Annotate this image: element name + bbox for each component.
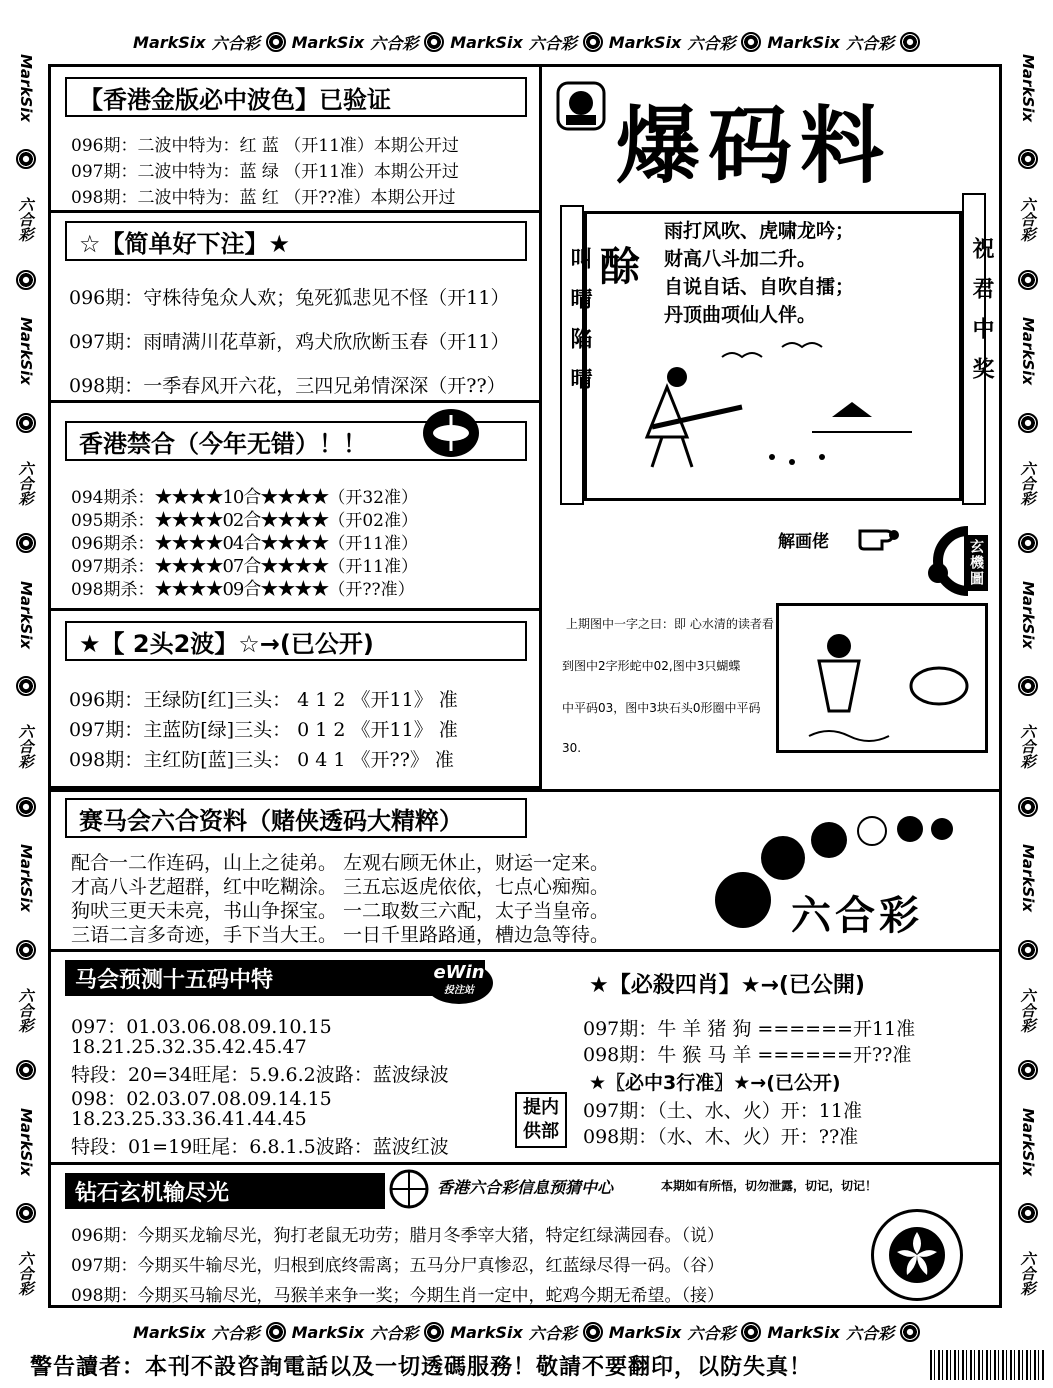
brand-text: MarkSix (767, 1322, 840, 1342)
list-item: 097：01.03.06.08.09.10.15 (71, 1016, 332, 1038)
list-item: 098期：（水、木、火）开：??准 (583, 1126, 859, 1148)
list-item: 098期：二波中特为：蓝 红 （开??准）本期公开过 (71, 188, 456, 208)
brand-text: MarkSix (767, 32, 840, 52)
brand-cn-text: 六合彩 (16, 197, 35, 243)
brand-cn-text: 六合彩 (1018, 460, 1037, 506)
section-two-heads (51, 611, 539, 789)
list-item: 特段：20=34旺尾：5.9.6.2波路：蓝波绿波 (71, 1064, 449, 1086)
brand-text: MarkSix (1019, 844, 1037, 913)
flower-icon (266, 32, 286, 52)
logo-dot (715, 872, 771, 928)
poem-line: 自说自话、自吹自擂； (664, 276, 855, 298)
row-label: 097期杀： (71, 557, 155, 577)
flower-icon (266, 1322, 286, 1342)
brand-text: MarkSix (291, 1322, 365, 1342)
flower-icon (583, 1322, 603, 1342)
row-stars: ★★★★09合★★★★ (154, 579, 329, 600)
section-must-kill (503, 952, 999, 1162)
row-stars: ★★★★10合★★★★ (154, 487, 329, 508)
row-result: （开11准） (328, 557, 418, 577)
right-column-text: 祝君中奖 (969, 237, 994, 397)
hint-line: 到图中2字形蛇中02,图中3只蝴蝶 (562, 659, 741, 673)
flower-icon (1018, 149, 1038, 169)
section-diamond (51, 1165, 999, 1305)
section-header: 钻石玄机输尽光 (65, 1173, 385, 1209)
section-fifteen-codes (51, 952, 501, 1162)
row-label: 098期杀： (71, 580, 155, 600)
list-item: 18.23.25.33.36.41.44.45 (71, 1108, 307, 1130)
list-item: 096期：二波中特为：红 蓝 （开11准）本期公开过 (71, 136, 459, 156)
official-seal (871, 1209, 963, 1301)
mystic-label: 玄機圖 (964, 535, 988, 591)
center-name: 香港六合彩信息预猜中心 (437, 1178, 614, 1197)
hint-illustration (779, 606, 985, 750)
internal-badge: 提内供部 (515, 1092, 567, 1148)
flower-icon (741, 1322, 761, 1342)
brand-text: MarkSix (17, 53, 35, 122)
poem-line: 丹顶曲项仙人伴。 (664, 304, 817, 326)
brand-text: MarkSix (450, 32, 523, 52)
flower-icon (16, 533, 36, 553)
brand-text: MarkSix (291, 32, 365, 52)
brand-cn-text: 六合彩 (1018, 1251, 1037, 1296)
poem (664, 217, 854, 329)
section-burst-code (542, 67, 999, 789)
flower-icon (16, 149, 36, 169)
explain-label: 解画佬 (778, 532, 829, 552)
brand-cn-text: 六合彩 (16, 460, 35, 506)
logo-dot (931, 818, 953, 840)
brand-text: MarkSix (133, 32, 206, 52)
mystic-compass-icon (387, 1167, 431, 1211)
hint-line: 30. (562, 741, 582, 755)
brand-cn-text: 六合彩 (16, 724, 35, 770)
list-item: 097期：（土、水、火）开：11准 (583, 1100, 862, 1122)
row-label: 095期杀： (71, 511, 155, 531)
row-stars: ★★★★07合★★★★ (154, 556, 329, 577)
brand-cn-text: 六合彩 (528, 1323, 577, 1343)
section-header: 赛马会六合资料（赌侠透码大精粹） (65, 798, 527, 838)
flower-icon (424, 1322, 444, 1342)
flower-icon (1018, 270, 1038, 290)
brand-cn-text: 六合彩 (1018, 197, 1037, 243)
flower-icon (16, 940, 36, 960)
list-item: 098：02.03.07.08.09.14.15 (71, 1088, 332, 1110)
list-item: 098期：一季春风开六花，三四兄弟情深深（开??） (69, 375, 506, 397)
section-header: 香港禁合（今年无错）！！ (65, 421, 527, 461)
list-item: 才高八斗艺超群，红中吃糊涂。 三五忘返虎依依，七点心痴痴。 (71, 876, 610, 898)
list-item: 096期：王绿防[红]三头： 4 1 2 《开11》 准 (69, 689, 458, 711)
riddle-illustration (622, 337, 942, 487)
list-item (71, 575, 415, 601)
brand-cn-text: 六合彩 (16, 987, 35, 1033)
brand-text: MarkSix (1019, 580, 1037, 649)
flower-icon (1018, 940, 1038, 960)
section-forbidden (51, 403, 539, 611)
list-item: 097期：主蓝防[绿]三头： 0 1 2 《开11》 准 (69, 719, 458, 741)
row-result: （开11准） (328, 534, 418, 554)
brand-text: MarkSix (133, 1322, 206, 1342)
row-stars: ★★★★02合★★★★ (154, 510, 329, 531)
brand-cn-text: 六合彩 (687, 33, 736, 53)
bottom-brand-strip (0, 1312, 1053, 1352)
brand-text: MarkSix (1019, 53, 1037, 122)
list-item: 097期：今期买牛输尽光，归根到底终需离；五马分尸真惨忍，红蓝绿尽得一码。（谷） (71, 1256, 724, 1276)
section-header: ☆【简单好下注】★ (65, 221, 527, 261)
list-item: 097期：牛 羊 猪 狗 ======开11准 (583, 1018, 916, 1040)
list-item: 096期：守株待兔众人欢；兔死狐悲见不怪（开11） (69, 287, 510, 309)
list-item: 18.21.25.32.35.42.45.47 (71, 1036, 307, 1058)
brand-cn-text: 六合彩 (687, 1323, 736, 1343)
brand-cn-text: 六合彩 (211, 33, 260, 53)
riddle-char: 酴 (600, 243, 640, 290)
brand-text: MarkSix (17, 580, 35, 649)
list-item: 098期：今期买马输尽光，马猴羊来争一奖；今期生肖一定中，蛇鸡今期无希望。（接） (71, 1286, 724, 1306)
list-item: 三语二言多奇迹，手下当大王。 一日千里路路通，槽边急等待。 (71, 924, 610, 946)
brand-text: MarkSix (17, 844, 35, 913)
flower-icon (900, 1322, 920, 1342)
left-brand-strip (8, 40, 44, 1310)
pointing-hand-icon (858, 519, 904, 553)
brand-cn-text: 六合彩 (845, 33, 894, 53)
brand-cn-text: 六合彩 (1018, 724, 1037, 770)
section-easy-bet (51, 213, 539, 403)
brand-cn-text: 六合彩 (211, 1323, 260, 1343)
top-brand-strip (0, 22, 1053, 62)
flower-icon (16, 270, 36, 290)
list-item: 配合一二作连码，山上之徒弟。 左观右顾无休止，财运一定来。 (71, 852, 610, 874)
barcode (930, 1350, 1045, 1380)
brand-text: MarkSix (608, 32, 682, 52)
list-item: 狗吠三更天未亮，书山争探宝。 一二取数三六配，太子当皇帝。 (71, 900, 610, 922)
logo-dot (857, 816, 887, 846)
ewin-subtext: 投注站 (444, 985, 474, 996)
ewin-text: eWin (433, 962, 485, 983)
brand-text: MarkSix (608, 1322, 682, 1342)
left-column-text: 叫晴陷晴 (567, 247, 592, 407)
flower-icon (1018, 1203, 1038, 1223)
row-stars: ★★★★04合★★★★ (154, 533, 329, 554)
row-result: （开32准） (328, 488, 418, 508)
flower-icon (424, 32, 444, 52)
flower-icon (16, 1203, 36, 1223)
brand-text: MarkSix (450, 1322, 523, 1342)
brand-text: MarkSix (1019, 317, 1037, 386)
brand-text: MarkSix (17, 1107, 35, 1176)
page-title: 爆码料 (616, 97, 893, 195)
list-item: 特段：01=19旺尾：6.8.1.5波路：蓝波红波 (71, 1136, 449, 1158)
mascot-icon (556, 81, 606, 131)
flower-icon (16, 413, 36, 433)
flower-icon (900, 32, 920, 52)
logo-text: 六合彩 (791, 892, 923, 939)
hint-line: 上期图中一字之曰：即 心水清的读者看 (566, 617, 774, 631)
section-header: ★【 2头2波】☆→(已公开) (65, 621, 527, 661)
brand-cn-text: 六合彩 (16, 1251, 35, 1296)
flower-icon (1018, 533, 1038, 553)
list-item: 096期：今期买龙输尽光，狗打老鼠无功劳；腊月冬季宰大猪，特定红绿满园春。（说） (71, 1226, 724, 1246)
brand-cn-text: 六合彩 (845, 1323, 894, 1343)
logo-dot (761, 836, 805, 880)
row-result: （开02准） (328, 511, 418, 531)
brand-cn-text: 六合彩 (528, 33, 577, 53)
section-jockey-club (51, 792, 999, 952)
main-panel (48, 64, 1002, 1308)
hint-illustration-frame (776, 603, 988, 753)
brand-text: MarkSix (1019, 1107, 1037, 1176)
brand-cn-text: 六合彩 (370, 1323, 419, 1343)
logo-dot (811, 822, 847, 858)
hint-line: 中平码03，图中3块石头0形圈中平码 (562, 701, 761, 715)
brand-cn-text: 六合彩 (370, 33, 419, 53)
warning-text: 警告讀者：本刊不設咨詢電話以及一切透碼服務！敬請不要翻印，以防失真！ (30, 1355, 813, 1380)
section-header: 【香港金版必中波色】已验证 (65, 77, 527, 117)
right-brand-strip (1010, 40, 1046, 1310)
flower-icon (583, 32, 603, 52)
bauhinia-icon (874, 1212, 960, 1298)
lucky-icon (421, 407, 481, 459)
ewin-logo (425, 962, 493, 1004)
row-label: 094期杀： (71, 488, 155, 508)
row-result: （开??准） (328, 580, 415, 600)
flower-icon (1018, 413, 1038, 433)
brand-cn-text: 六合彩 (1018, 987, 1037, 1033)
list-item: 097期：二波中特为：蓝 绿 （开11准）本期公开过 (71, 162, 459, 182)
section-header: ★【必殺四肖】★→(已公開) (589, 973, 865, 998)
flower-icon (16, 676, 36, 696)
list-item: 098期：主红防[蓝]三头： 0 4 1 《开??》 准 (69, 749, 454, 771)
section-header: 马会预测十五码中特 (65, 960, 485, 996)
row-label: 096期杀： (71, 534, 155, 554)
section-wave-color (51, 67, 539, 213)
poem-line: 财高八斗加二升。 (664, 248, 817, 270)
list-item: 098期：牛 猴 马 羊 ======开??准 (583, 1044, 912, 1066)
flower-icon (1018, 1060, 1038, 1080)
flower-icon (16, 797, 36, 817)
poem-line: 雨打风吹、虎啸龙吟； (664, 220, 855, 242)
flower-icon (16, 1060, 36, 1080)
flower-icon (1018, 797, 1038, 817)
logo-dot (897, 816, 923, 842)
notice: 本期如有所悟，切勿泄露，切记，切记！ (661, 1179, 878, 1193)
flower-icon (741, 32, 761, 52)
sub-header: ★〖必中3行准〗★→(已公开) (589, 1072, 841, 1094)
brand-text: MarkSix (17, 317, 35, 386)
list-item: 097期：雨晴满川花草新，鸡犬欣欣断玉春（开11） (69, 331, 510, 353)
flower-icon (1018, 676, 1038, 696)
